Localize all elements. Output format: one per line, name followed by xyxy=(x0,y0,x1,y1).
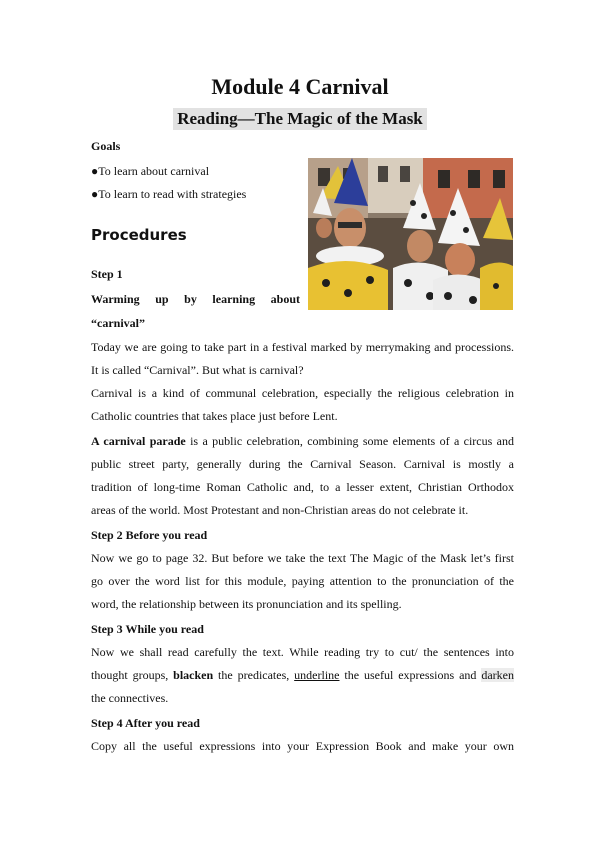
step1-line-3: Carnival is a kind of communal celebration, especially the religious celebration in xyxy=(91,386,514,400)
step2-line-3: word, the relationship between its pronunciation and its spelling. xyxy=(91,597,402,611)
goal-item-1: ●To learn about carnival xyxy=(91,164,210,178)
step2-line-1: Now we go to page 32. But before we take the text The Magic of the Mask let’s first xyxy=(91,551,514,565)
parade-line-1-rest: is a public celebration, combining some elements of a circus and xyxy=(185,434,514,448)
step4-heading: Step 4 After you read xyxy=(91,716,200,730)
step3-line-2-c: the useful expressions and xyxy=(339,668,482,682)
subtitle-wrap xyxy=(0,108,600,130)
step3-line-2 xyxy=(91,668,514,682)
parade-line-3: tradition of long-time Roman Catholic and, to a lesser extent, Christian Orthodox xyxy=(91,480,514,494)
step2-heading: Step 2 Before you read xyxy=(91,528,208,542)
step2-line-2: go over the word list for this module, paying attention to the pronunciation of the xyxy=(91,574,514,588)
underline-word: underline xyxy=(294,668,340,682)
step3-line-2-b: the predicates, xyxy=(213,668,295,682)
darken-word: darken xyxy=(481,668,514,682)
parade-line-2: public street party, generally during the Carnival Season. Carnival is mostly a xyxy=(91,457,514,471)
step4-line-1: Copy all the useful expressions into your Expression Book and make your own xyxy=(91,739,514,753)
goal-item-2: ●To learn to read with strategies xyxy=(91,187,247,201)
step1-heading-line2: “carnival” xyxy=(91,316,145,330)
page-title: Module 4 Carnival xyxy=(211,74,389,99)
step3-line-3: the connectives. xyxy=(91,691,169,705)
goals-heading: Goals xyxy=(91,139,121,153)
step1-heading-line1: Warming up by learning about xyxy=(91,292,300,306)
blacken-word: blacken xyxy=(173,668,214,682)
step1-label: Step 1 xyxy=(91,267,123,281)
parade-line-4: areas of the world. Most Protestant and non-Christian areas do not celebrate it. xyxy=(91,503,469,517)
step1-line-1: Today we are going to take part in a festival marked by merrymaking and processions. xyxy=(91,340,514,354)
step3-line-2-a: thought groups, xyxy=(91,668,174,682)
carnival-photo xyxy=(308,158,513,310)
parade-bold-term: A carnival parade xyxy=(91,434,186,448)
step1-line-4: Catholic countries that takes place just before Lent. xyxy=(91,409,338,423)
step1-line-2: It is called “Carnival”. But what is carnival? xyxy=(91,363,304,377)
procedures-heading: Procedures xyxy=(91,226,187,244)
parade-line-1 xyxy=(91,434,514,448)
step3-heading: Step 3 While you read xyxy=(91,622,204,636)
page-subtitle: Reading—The Magic of the Mask xyxy=(173,108,427,130)
step3-line-1: Now we shall read carefully the text. While reading try to cut/ the sentences into xyxy=(91,645,514,659)
